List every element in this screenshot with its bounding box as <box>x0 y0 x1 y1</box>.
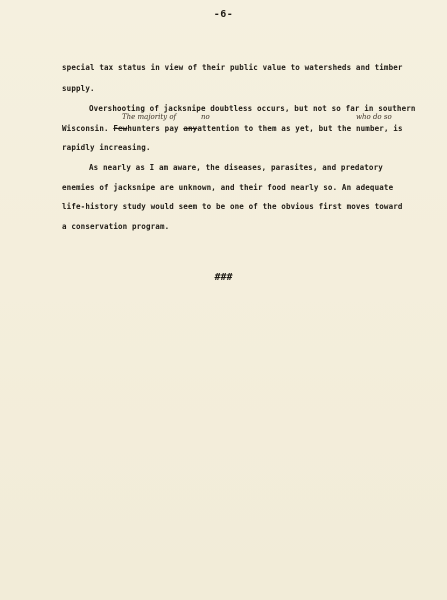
handwritten-annotation: who do so <box>356 113 392 121</box>
page-number: -6- <box>213 9 234 20</box>
text-line: Overshooting of jacksnipe doubtless occurs, but not so far in southern <box>89 104 416 113</box>
struck-text: any <box>183 124 198 133</box>
text-line: life-history study would seem to be one of the obvious first moves toward <box>62 202 403 211</box>
struck-text: Few <box>113 124 128 133</box>
text-line: enemies of jacksnipe are unknown, and their food nearly so. An adequate <box>62 183 394 192</box>
text-line: supply. <box>62 84 95 93</box>
text-line: special tax status in view of their public value to watersheds and timber <box>62 63 403 72</box>
text-line: Wisconsin. Fewhunters pay anyattention to them as yet, but the number, is <box>62 124 403 133</box>
text-line: As nearly as I am aware, the diseases, parasites, and predatory <box>89 163 383 172</box>
text-segment: hunters pay <box>127 124 179 133</box>
handwritten-annotation: The majority of <box>122 113 177 121</box>
text-segment: is <box>393 124 403 133</box>
end-mark: ### <box>214 272 233 283</box>
handwritten-annotation: no <box>201 113 210 121</box>
text-segment: attention to them as yet, but the number <box>197 124 384 133</box>
text-segment: Wisconsin. <box>62 124 109 133</box>
text-line: a conservation program. <box>62 222 170 231</box>
text-line: rapidly increasing. <box>62 143 151 152</box>
